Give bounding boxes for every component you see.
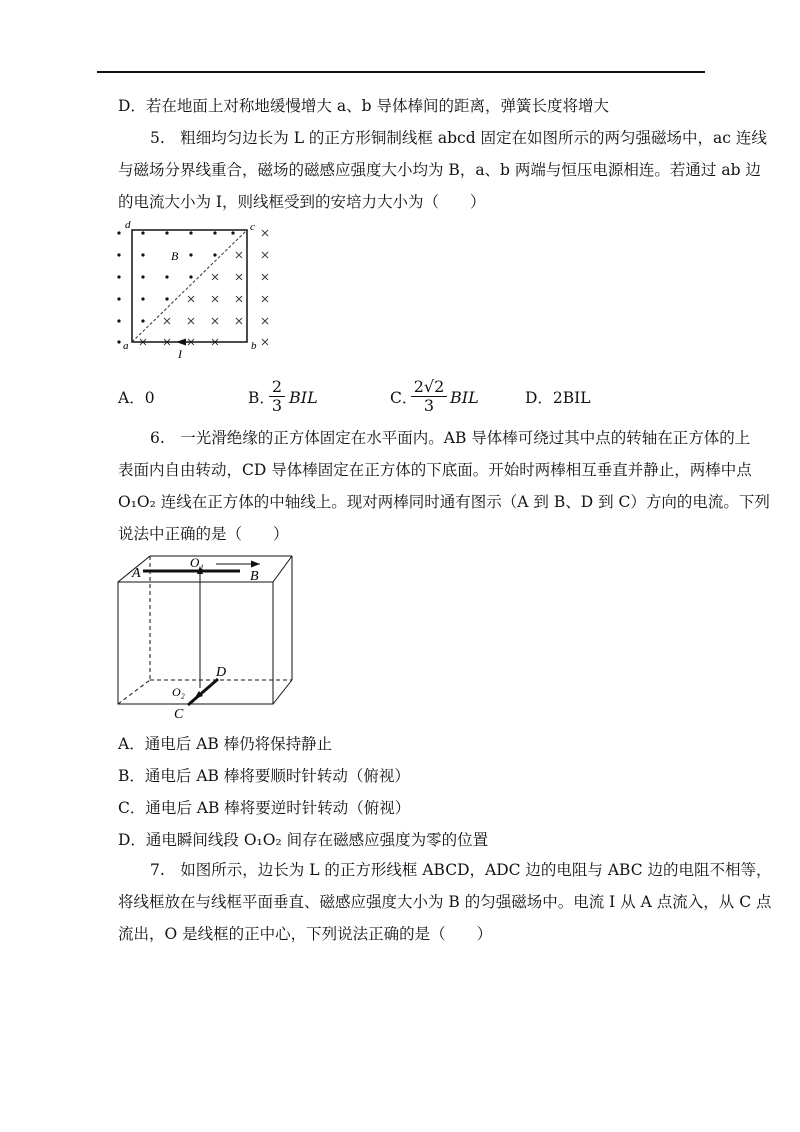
q5-option-c-tail: BIL — [450, 388, 479, 407]
q5-option-b-denominator: 3 — [269, 396, 285, 415]
q5-option-b-fraction — [269, 378, 285, 415]
cross-field — [140, 230, 268, 345]
q5-option-c-denominator: 3 — [411, 396, 447, 415]
q5-option-b-tail: BIL — [289, 388, 318, 407]
q5-magnetic-field-figure — [110, 218, 285, 360]
q5-option-c-numerator: 2√2 — [413, 377, 445, 396]
q5-line-3: 的电流大小为 I，则线框受到的安培力大小为（ ） — [118, 193, 486, 211]
label-B: B — [250, 569, 259, 584]
label-B: B — [171, 249, 179, 263]
q5-line-1: 5. 粗细均匀边长为 L 的正方形铜制线框 abcd 固定在如图所示的两匀强磁场中，ac 连线 — [150, 129, 767, 147]
cube-front-face — [118, 582, 273, 704]
label-a: a — [123, 340, 129, 352]
q5-option-b-numerator: 2 — [271, 377, 283, 396]
label-O1: O₁ — [190, 555, 204, 570]
q5-option-c-fraction — [411, 378, 447, 415]
label-b: b — [251, 340, 257, 352]
label-O2: O₂ — [172, 685, 185, 699]
label-d: d — [125, 219, 131, 231]
q6-cube-figure — [110, 552, 300, 722]
field-boundary-ac — [132, 230, 247, 342]
q5-line-2: 与磁场分界线重合，磁场的磁感应强度大小均为 B，a、b 两端与恒压电源相连。若通过 ab 边 — [118, 161, 761, 179]
q6-line-4: 说法中正确的是（ ） — [118, 525, 289, 543]
label-I: I — [178, 347, 182, 360]
label-D: D — [216, 665, 227, 680]
q5-option-a: A．0 — [118, 389, 155, 407]
q6-option-d: D．通电瞬间线段 O₁O₂ 间存在磁感应强度为零的位置 — [118, 831, 489, 849]
q6-option-b: B．通电后 AB 棒将要顺时针转动（俯视） — [118, 767, 410, 785]
q7-line-3: 流出，O 是线框的正中心，下列说法正确的是（ ） — [118, 925, 493, 943]
current-arrow — [176, 339, 186, 346]
label-A: A — [132, 566, 141, 581]
rod-cd — [188, 679, 218, 705]
label-C: C — [174, 707, 184, 722]
q5-option-c-prefix: C． — [390, 389, 418, 407]
q6-line-3: O₁O₂ 连线在正方体的中轴线上。现对两棒同时通有图示（A 到 B、D 到 C）方向的电流。下列 — [118, 493, 770, 511]
q7-line-1: 7. 如图所示，边长为 L 的正方形线框 ABCD，ADC 边的电阻与 ABC 边的电阻不相等， — [150, 861, 772, 879]
q5-option-b-prefix: B． — [248, 389, 275, 407]
q6-line-1: 6. 一光滑绝缘的正方体固定在水平面内。AB 导体棒可绕过其中点的转轴在正方体的上 — [150, 429, 751, 447]
q5-option-d: D．2BIL — [525, 389, 591, 407]
q7-line-2: 将线框放在与线框平面垂直、磁感应强度大小为 B 的匀强磁场中。电流 I 从 A 点流入，从 C 点 — [118, 893, 772, 911]
q6-option-c: C．通电后 AB 棒将要逆时针转动（俯视） — [118, 799, 411, 817]
label-c: c — [250, 221, 255, 233]
header-rule — [97, 71, 705, 73]
q4-option-d: D．若在地面上对称地缓慢增大 a、b 导体棒间的距离，弹簧长度将增大 — [118, 97, 609, 115]
q6-line-2: 表面内自由转动，CD 导体棒固定在正方体的下底面。开始时两棒相互垂直并静止，两棒中点 — [118, 461, 752, 479]
q6-option-a: A．通电后 AB 棒仍将保持静止 — [118, 735, 333, 753]
